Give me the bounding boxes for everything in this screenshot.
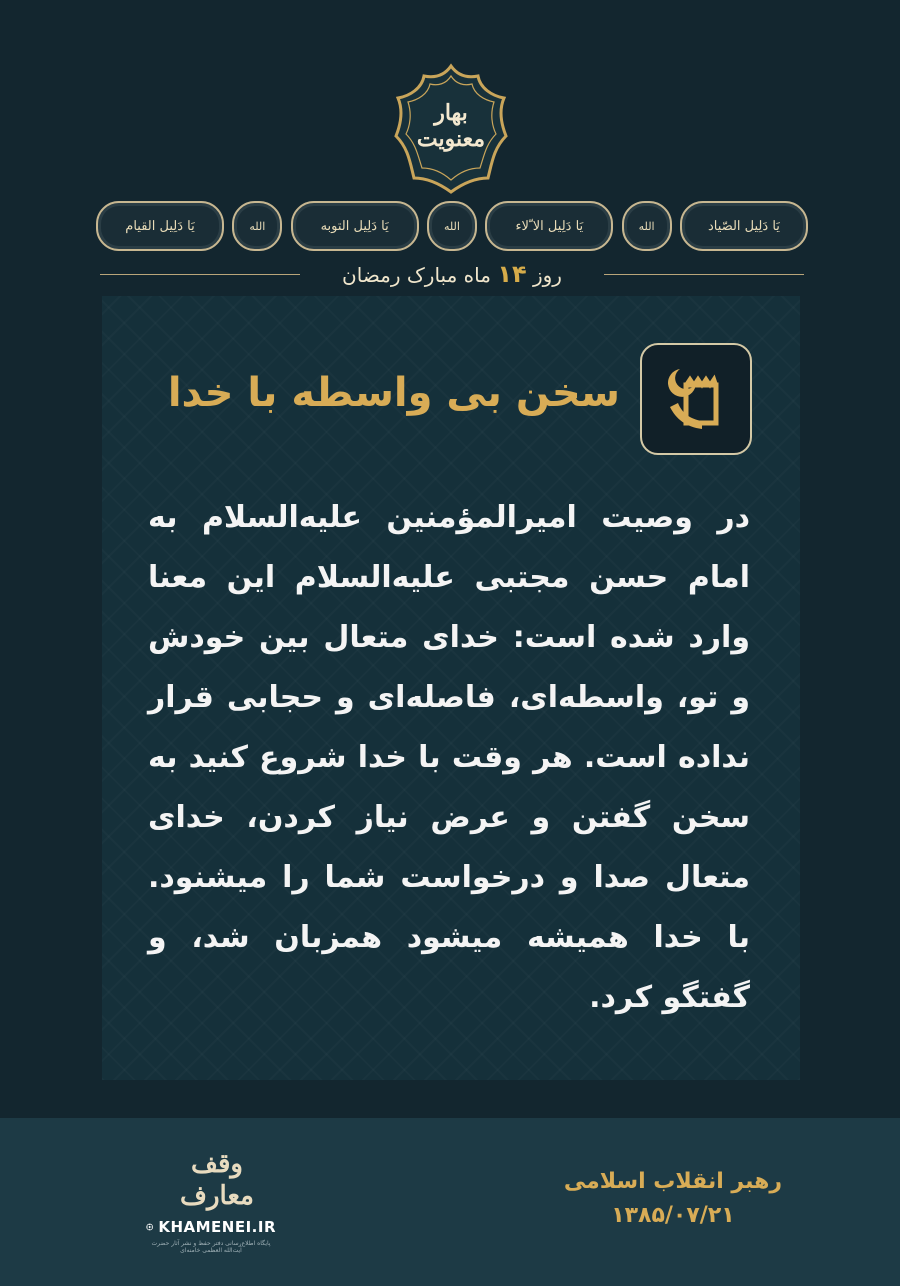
- medallion-5: یَا دَلِیل الا ّلاء: [485, 201, 613, 251]
- medallion-3: یَا دَلِیل التوبه: [291, 201, 419, 251]
- medallion-row: [96, 200, 808, 252]
- site-name: KHAMENEI.IR: [158, 1218, 276, 1236]
- source-name: رهبر انقلاب اسلامی: [563, 1169, 782, 1194]
- medallion-7: یَا دَلِیل الصّیاد: [680, 201, 808, 251]
- mosque-moon-icon: [640, 343, 752, 455]
- page-title: سخن بی واسطه با خدا: [167, 370, 620, 416]
- brand-calligraphy: وقف معارف: [180, 1149, 254, 1211]
- quote-source: [564, 1165, 782, 1233]
- khamenei-ir-logo: [146, 1140, 276, 1260]
- source-date: ۱۳۸۵/۰۷/۲۱: [611, 1203, 735, 1228]
- quote-body: در وصیت امیرالمؤمنین علیه‌السلام به امام حسن مجتبی علیه‌السلام این معنا وارد شده است: خدای متعال بین خودش و تو، واسطه‌ای، فاصله‌ای و حجابی قرار نداده است. هر وقت با خدا شروع کنید به سخن گفتن و عرض نیاز کردن، خدای متعال صدا و درخواست شما را میشنود. با خدا همیشه میشود همزبان شد، و گفتگو کرد.: [148, 500, 750, 1015]
- medallion-2: الله: [232, 201, 282, 251]
- day-banner: [100, 258, 804, 292]
- medallion-4: الله: [427, 201, 477, 251]
- emblem-dots-icon: [146, 1216, 153, 1238]
- day-number: ۱۴: [497, 260, 527, 288]
- day-suffix: ماه مبارک رمضان: [342, 263, 491, 287]
- day-label: [300, 258, 604, 291]
- medallion-1: یَا دَلِیل القیام: [96, 201, 224, 251]
- divider-left: [100, 274, 300, 275]
- emblem-text-bottom: معنویت: [416, 126, 486, 152]
- divider-right: [604, 274, 804, 275]
- bahar-e-manaviyat-emblem: [392, 62, 510, 194]
- medallion-6: الله: [622, 201, 672, 251]
- emblem-text-top: بهار: [434, 100, 468, 126]
- brand-tagline: پایگاه اطلاع‌رسانی دفتر حفظ و نشر آثار حضرت آیت‌الله العظمی خامنه‌ای: [151, 1240, 271, 1254]
- day-prefix: روز: [532, 263, 562, 287]
